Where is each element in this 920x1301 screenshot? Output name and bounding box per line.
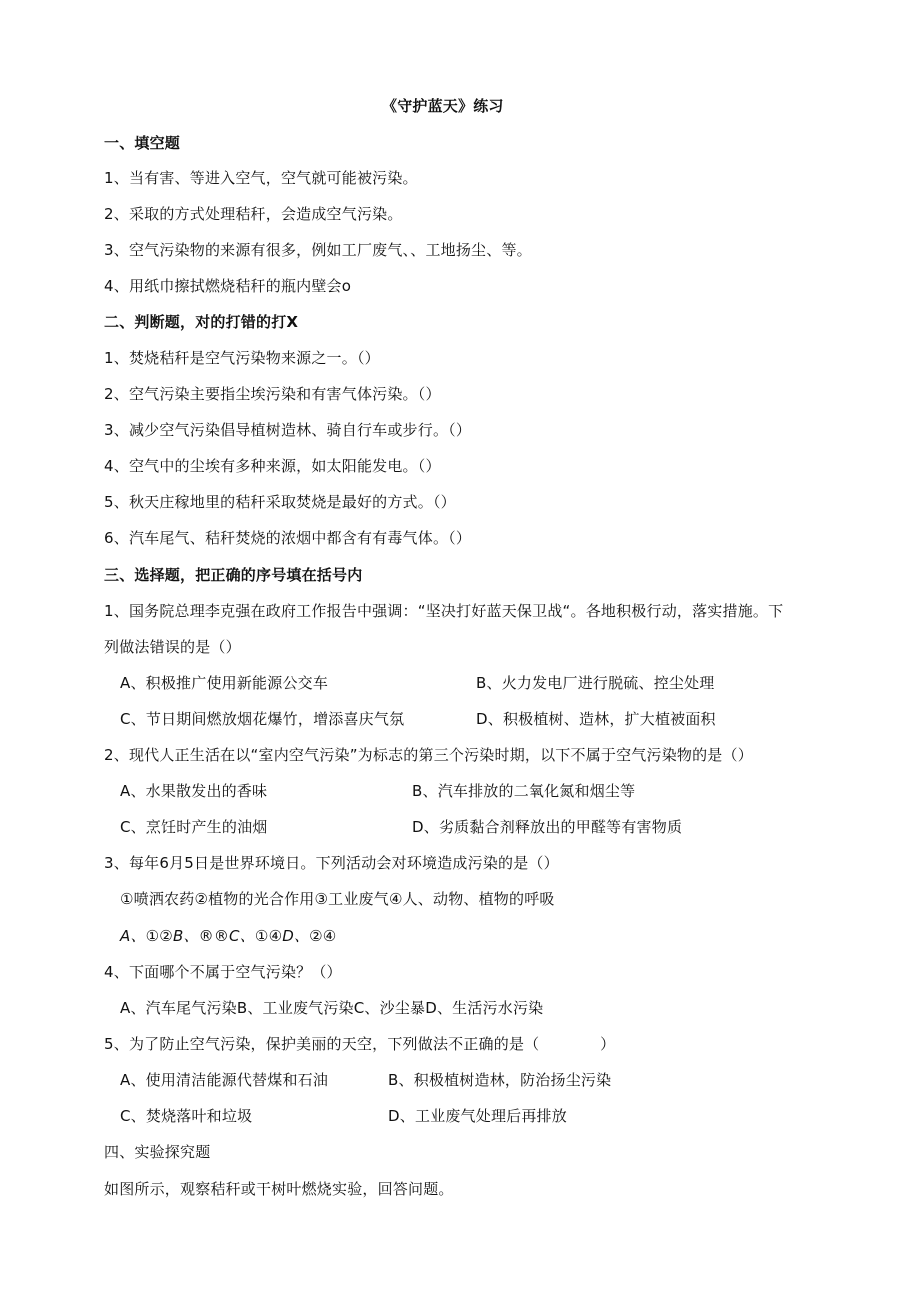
- choice-1-option-b: B、火力发电厂进行脱硫、控尘处理: [476, 674, 715, 692]
- choice-2-option-b: B、汽车排放的二氧化氮和烟尘等: [412, 782, 636, 800]
- choice-2-option-d: D、劣质黏合剂释放出的甲醛等有害物质: [412, 818, 683, 836]
- choice-1-stem-cont: 列做法错误的是（）: [104, 638, 241, 656]
- choice-5-option-c: C、焚烧落叶和垃圾: [120, 1107, 253, 1125]
- true-false-4: 4、空气中的尘埃有多种来源，如太阳能发电。（）: [104, 457, 441, 475]
- true-false-2: 2、空气污染主要指尘埃污染和有害气体污染。（）: [104, 385, 441, 403]
- choice-1-option-a: A、积极推广使用新能源公交车: [120, 674, 329, 692]
- page-title: 《守护蓝天》练习: [382, 97, 504, 115]
- choice-4-stem: 4、下面哪个不属于空气污染？（）: [104, 963, 342, 981]
- choice-1-stem: 1、国务院总理李克强在政府工作报告中强调：“坚决打好蓝天保卫战“。各地积极行动，落实措施。下: [104, 602, 784, 620]
- section-3-heading: 三、选择题，把正确的序号填在括号内: [104, 566, 363, 584]
- choice-2-option-c: C、烹饪时产生的油烟: [120, 818, 268, 836]
- section-1-heading: 一、填空题: [104, 134, 181, 152]
- choice-2-stem: 2、现代人正生活在以“室内空气污染”为标志的第三个污染时期，以下不属于空气污染物的是（）: [104, 746, 753, 764]
- true-false-3: 3、减少空气污染倡导植树造林、骑自行车或步行。（）: [104, 421, 472, 439]
- choice-5-option-d: D、工业废气处理后再排放: [388, 1107, 567, 1125]
- choice-5-option-b: B、积极植树造林，防治扬尘污染: [388, 1071, 612, 1089]
- fill-blank-4: 4、用纸巾擦拭燃烧秸秆的瓶内壁会o: [104, 277, 352, 295]
- choice-3-stem: 3、每年6月5日是世界环境日。下列活动会对环境造成污染的是（）: [104, 854, 559, 872]
- choice-1-option-c: C、节日期间燃放烟花爆竹，增添喜庆气氛: [120, 710, 405, 728]
- choice-3-answers: A、①②B、®®C、①④D、②④: [120, 927, 337, 945]
- fill-blank-3: 3、空气污染物的来源有很多，例如工厂废气、、工地扬尘、等。: [104, 241, 532, 259]
- choice-2-option-a: A、水果散发出的香味: [120, 782, 268, 800]
- section-4-intro: 如图所示，观察秸秆或干树叶燃烧实验，回答问题。: [104, 1180, 454, 1198]
- true-false-1: 1、焚烧秸秆是空气污染物来源之一。（）: [104, 349, 380, 367]
- choice-1-option-d: D、积极植树、造林，扩大植被面积: [476, 710, 716, 728]
- choice-4-options: A、汽车尾气污染B、工业废气污染C、沙尘暴D、生活污水污染: [120, 999, 544, 1017]
- choice-3-list: ①喷洒农药②植物的光合作用③工业废气④人、动物、植物的呼吸: [120, 890, 555, 908]
- fill-blank-2: 2、采取的方式处理秸秆，会造成空气污染。: [104, 205, 403, 223]
- true-false-6: 6、汽车尾气、秸秆焚烧的浓烟中都含有有毒气体。（）: [104, 529, 472, 547]
- choice-5-option-a: A、使用清洁能源代替煤和石油: [120, 1071, 329, 1089]
- section-4-heading: 四、实验探究题: [104, 1143, 211, 1161]
- true-false-5: 5、秋天庄稼地里的秸秆采取焚烧是最好的方式。（）: [104, 493, 456, 511]
- choice-5-stem: 5、为了防止空气污染，保护美丽的天空，下列做法不正确的是（ ）: [104, 1035, 616, 1053]
- fill-blank-1: 1、当有害、等进入空气，空气就可能被污染。: [104, 169, 418, 187]
- section-2-heading: 二、判断题，对的打错的打X: [104, 313, 299, 331]
